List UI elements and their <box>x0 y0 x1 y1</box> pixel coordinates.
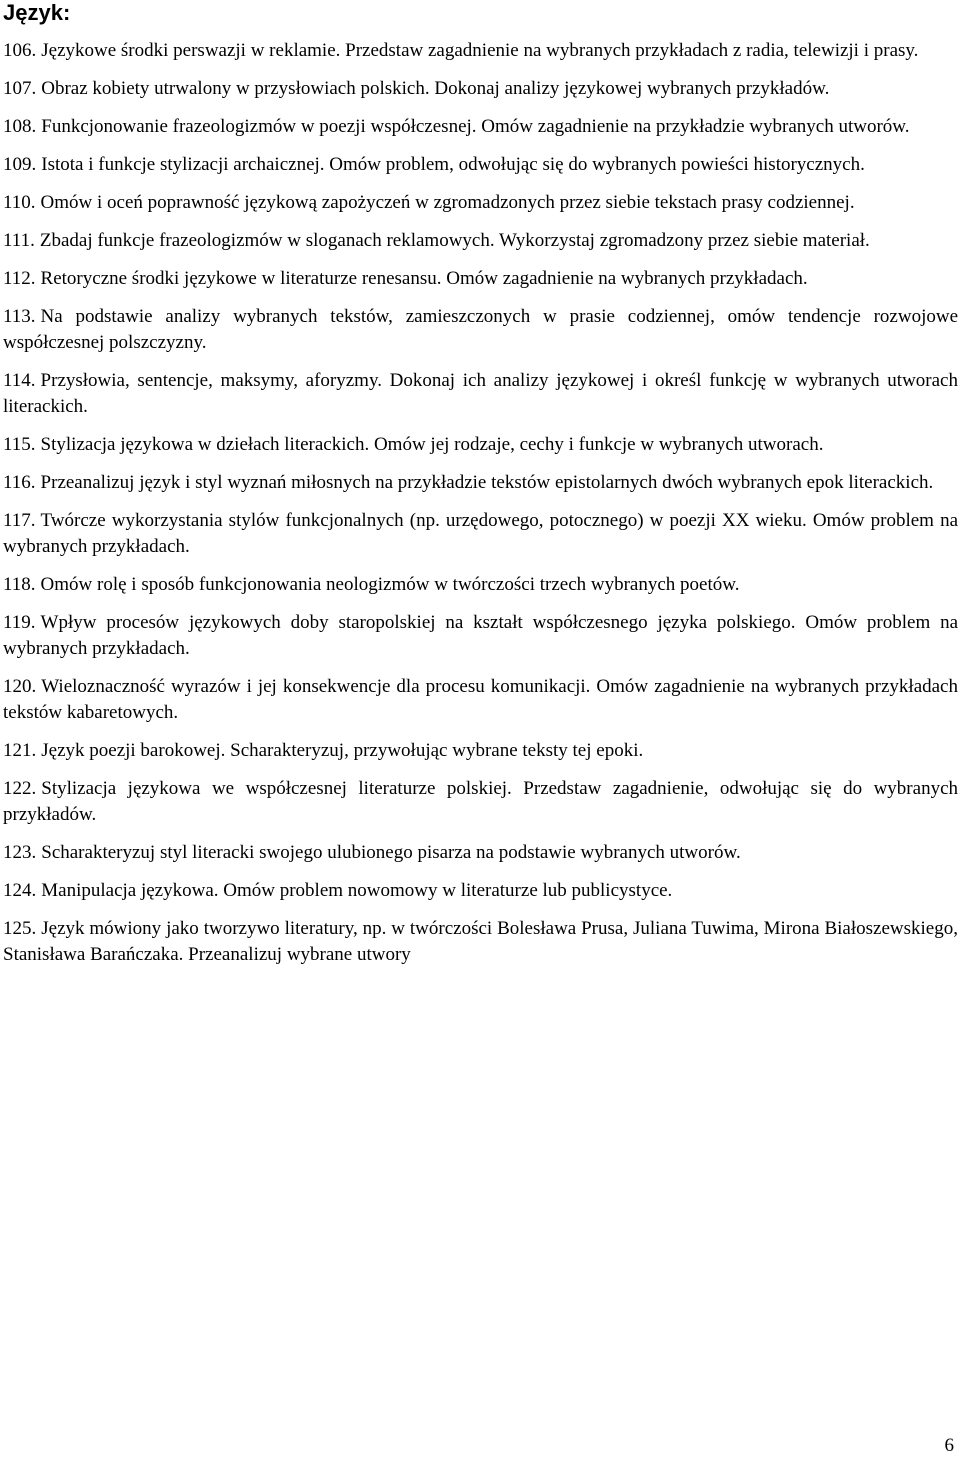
topic-item <box>3 878 958 904</box>
topic-text: Retoryczne środki językowe w literaturze renesansu. Omów zagadnienie na wybranych przykładach. <box>40 268 808 289</box>
topic-item <box>3 76 958 102</box>
topic-item <box>3 266 958 292</box>
topic-text: Obraz kobiety utrwalony w przysłowiach polskich. Dokonaj analizy językowej wybranych przykładów. <box>41 78 830 99</box>
topic-item <box>3 776 958 828</box>
topic-number: 123. <box>3 842 37 863</box>
topic-text: Język mówiony jako tworzywo literatury, np. w twórczości Bolesława Prusa, Juliana Tuwima, Mirona Białoszewskiego, Stanisława Barańczaka. Przeanalizuj wybrane utwory <box>3 918 958 965</box>
topic-item <box>3 674 958 726</box>
topic-number: 119. <box>3 612 36 633</box>
topic-item <box>3 190 958 216</box>
topic-number: 120. <box>3 676 37 697</box>
topic-item <box>3 738 958 764</box>
topic-text: Funkcjonowanie frazeologizmów w poezji współczesnej. Omów zagadnienie na przykładzie wybranych utworów. <box>41 116 910 137</box>
document-page <box>3 0 958 980</box>
topic-text: Istota i funkcje stylizacji archaicznej. Omów problem, odwołując się do wybranych powieści historycznych. <box>41 154 865 175</box>
topic-number: 114. <box>3 370 36 391</box>
topic-item <box>3 368 958 420</box>
topic-number: 117. <box>3 510 36 531</box>
topic-text: Wpływ procesów językowych doby staropolskiej na kształt współczesnego języka polskiego. Omów problem na wybranych przykładach. <box>3 612 958 659</box>
topic-text: Na podstawie analizy wybranych tekstów, zamieszczonych w prasie codziennej, omów tendencje rozwojowe współczesnej polszczyzny. <box>3 306 958 353</box>
topic-number: 113. <box>3 306 36 327</box>
topic-number: 108. <box>3 116 37 137</box>
topic-text: Manipulacja językowa. Omów problem nowomowy w literaturze lub publicystyce. <box>41 880 673 901</box>
topic-item <box>3 610 958 662</box>
topic-item <box>3 572 958 598</box>
topic-text: Językowe środki perswazji w reklamie. Przedstaw zagadnienie na wybranych przykładach z radia, telewizji i prasy. <box>41 40 919 61</box>
topic-number: 112. <box>3 268 36 289</box>
topic-item <box>3 916 958 968</box>
topic-text: Wieloznaczność wyrazów i jej konsekwencje dla procesu komunikacji. Omów zagadnienie na wybranych przykładach tekstów kabaretowych. <box>3 676 958 723</box>
topic-item <box>3 228 958 254</box>
topic-number: 118. <box>3 574 36 595</box>
topic-number: 111. <box>3 230 35 251</box>
topic-text: Twórcze wykorzystania stylów funkcjonalnych (np. urzędowego, potocznego) w poezji XX wieku. Omów problem na wybranych przykładach. <box>3 510 958 557</box>
topic-list <box>3 38 958 968</box>
topic-number: 107. <box>3 78 37 99</box>
topic-text: Stylizacja językowa w dziełach literackich. Omów jej rodzaje, cechy i funkcje w wybranych utworach. <box>40 434 824 455</box>
topic-item <box>3 152 958 178</box>
topic-item <box>3 304 958 356</box>
topic-text: Przeanalizuj język i styl wyznań miłosnych na przykładzie tekstów epistolarnych dwóch wybranych epok literackich. <box>40 472 934 493</box>
topic-text: Język poezji barokowej. Scharakteryzuj, przywołując wybrane teksty tej epoki. <box>41 740 644 761</box>
topic-number: 106. <box>3 40 37 61</box>
section-title: Język: <box>3 0 71 25</box>
topic-item <box>3 508 958 560</box>
topic-number: 124. <box>3 880 37 901</box>
topic-number: 110. <box>3 192 36 213</box>
topic-item <box>3 38 958 64</box>
topic-item <box>3 114 958 140</box>
topic-number: 122. <box>3 778 37 799</box>
topic-text: Zbadaj funkcje frazeologizmów w sloganach reklamowych. Wykorzystaj zgromadzony przez siebie materiał. <box>39 230 870 251</box>
topic-text: Omów i oceń poprawność językową zapożyczeń w zgromadzonych przez siebie tekstach prasy codziennej. <box>40 192 855 213</box>
topic-item <box>3 432 958 458</box>
topic-number: 125. <box>3 918 37 939</box>
topic-number: 109. <box>3 154 37 175</box>
topic-text: Omów rolę i sposób funkcjonowania neologizmów w twórczości trzech wybranych poetów. <box>40 574 740 595</box>
page-number: 6 <box>944 1435 954 1456</box>
topic-text: Stylizacja językowa we współczesnej literaturze polskiej. Przedstaw zagadnienie, odwołując się do wybranych przykładów. <box>3 778 958 825</box>
topic-number: 115. <box>3 434 36 455</box>
topic-item <box>3 840 958 866</box>
topic-text: Scharakteryzuj styl literacki swojego ulubionego pisarza na podstawie wybranych utworów. <box>41 842 741 863</box>
topic-item <box>3 470 958 496</box>
topic-text: Przysłowia, sentencje, maksymy, aforyzmy. Dokonaj ich analizy językowej i określ funkcję w wybranych utworach literackich. <box>3 370 958 417</box>
topic-number: 116. <box>3 472 36 493</box>
topic-number: 121. <box>3 740 37 761</box>
